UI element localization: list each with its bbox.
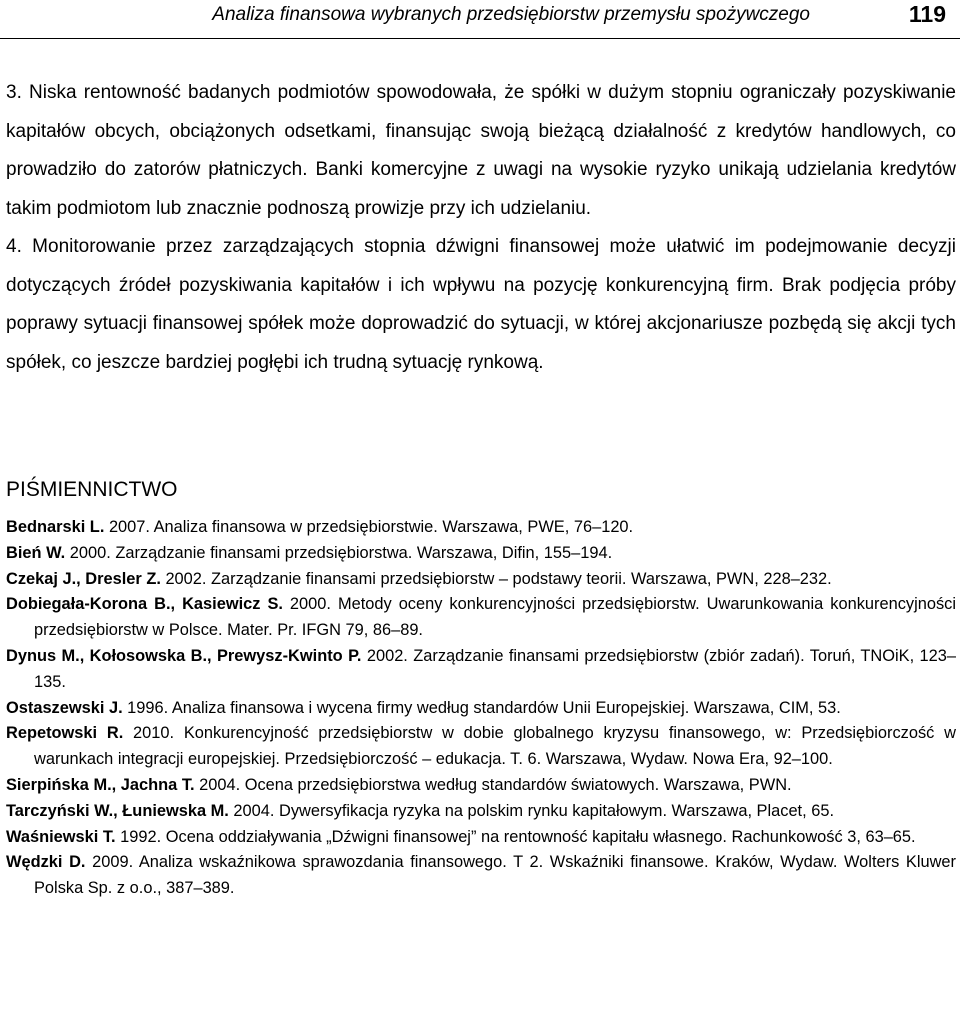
reference-details: 2004. Dywersyfikacja ryzyka na polskim rynku kapitałowym. Warszawa, Placet, 65. — [228, 801, 835, 820]
reference-item — [6, 721, 956, 773]
reference-details: 2010. Konkurencyjność przedsiębiorstw w dobie globalnego kryzysu finansowego, w: Przedsiębiorczość w warunkach integracji europejskiej. Przedsiębiorczość – edukacja. T. 6. Warszawa, Wydaw. Nowa Era, 92–100. — [34, 724, 956, 769]
reference-item — [6, 541, 956, 567]
reference-item — [6, 850, 956, 902]
paragraph-3: 3. Niska rentowność badanych podmiotów spowodowała, że spółki w dużym stopniu ograniczały pozyskiwanie kapitałów obcych, obciążonych odsetkami, finansując swoją bieżącą działalność z kredytów handlowych, co prowadziło do zatorów płatniczych. Banki komercyjne z uwagi na wysokie ryzyko unikają udzielania kredytów takim podmiotom lub znacznie podnoszą prowizje przy ich udzielaniu. — [6, 82, 956, 219]
reference-item — [6, 644, 956, 696]
running-header — [0, 0, 960, 39]
reference-item — [6, 567, 956, 593]
reference-authors: Bień W. — [6, 543, 66, 562]
reference-item — [6, 592, 956, 644]
reference-item — [6, 799, 956, 825]
reference-item — [6, 696, 956, 722]
reference-details: 2004. Ocena przedsiębiorstwa według standardów światowych. Warszawa, PWN. — [194, 775, 792, 794]
reference-item — [6, 773, 956, 799]
reference-authors: Bednarski L. — [6, 518, 105, 536]
paragraph-4: 4. Monitorowanie przez zarządzających stopnia dźwigni finansowej może ułatwić im podejmowanie decyzji dotyczących źródeł pozyskiwania kapitałów i ich wpływu na pozycję konkurencyjną firm. Brak podjęcia próby poprawy sytuacji finansowej spółek może doprowadzić do sytuacji, w której akcjonariusze pozbędą się akcji tych spółek, co jeszcze bardziej pogłębi ich trudną sytuację rynkową. — [6, 236, 956, 373]
running-header-title: Analiza finansowa wybranych przedsiębiorstw przemysłu spożywczego — [212, 4, 810, 25]
reference-details: 2000. Metody oceny konkurencyjności przedsiębiorstw. Uwarunkowania konkurencyjności przedsiębiorstw w Polsce. Mater. Pr. IFGN 79, 86–89. — [34, 595, 956, 640]
reference-item — [6, 825, 956, 851]
reference-details: 1996. Analiza finansowa i wycena firmy według standardów Unii Europejskiej. Warszawa, CIM, 53. — [122, 698, 841, 717]
references-list — [6, 515, 956, 902]
reference-authors: Czekaj J., Dresler Z. — [6, 569, 161, 588]
reference-details: 1992. Ocena oddziaływania „Dźwigni finansowej” na rentowność kapitału własnego. Rachunkowość 3, 63–65. — [115, 827, 916, 846]
reference-authors: Dynus M., Kołosowska B., Prewysz-Kwinto P. — [6, 646, 362, 665]
references-heading: PIŚMIENNICTWO — [6, 478, 178, 501]
page-number: 119 — [908, 1, 946, 27]
reference-authors: Ostaszewski J. — [6, 698, 123, 717]
reference-authors: Wędzki D. — [6, 853, 86, 872]
reference-details: 2002. Zarządzanie finansami przedsiębiorstw – podstawy teorii. Warszawa, PWN, 228–232. — [160, 569, 832, 588]
reference-details: 2000. Zarządzanie finansami przedsiębiorstwa. Warszawa, Difin, 155–194. — [65, 543, 613, 562]
reference-authors: Sierpińska M., Jachna T. — [6, 775, 195, 794]
reference-item — [6, 515, 956, 541]
conclusions-text — [6, 74, 956, 382]
reference-details: 2002. Zarządzanie finansami przedsiębiorstw (zbiór zadań). Toruń, TNOiK, 123–135. — [34, 646, 956, 691]
reference-authors: Repetowski R. — [6, 724, 124, 743]
reference-authors: Waśniewski T. — [6, 827, 116, 846]
reference-authors: Tarczyński W., Łuniewska M. — [6, 801, 229, 820]
reference-details: 2009. Analiza wskaźnikowa sprawozdania finansowego. T 2. Wskaźniki finansowe. Kraków, Wydaw. Wolters Kluwer Polska Sp. z o.o., 387–389. — [34, 853, 956, 898]
reference-authors: Dobiegała-Korona B., Kasiewicz S. — [6, 595, 283, 614]
reference-details: 2007. Analiza finansowa w przedsiębiorstwie. Warszawa, PWE, 76–120. — [104, 518, 634, 536]
